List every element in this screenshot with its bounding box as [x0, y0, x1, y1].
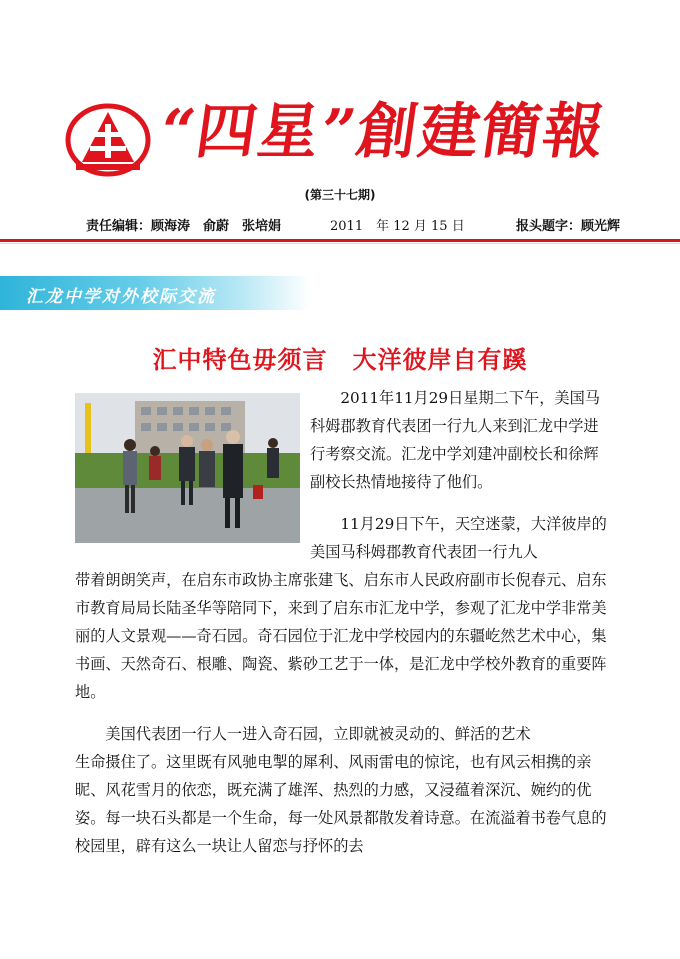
info-bar	[86, 215, 620, 235]
section-tab	[0, 276, 310, 310]
article-paragraph-1: 2011年11月29日星期二下午，美国马科姆郡教育代表团一行九人来到汇龙中学进行考察交流。汇龙中学刘建冲副校长和徐辉副校长热情地接待了他们。	[310, 389, 600, 491]
issue-number: (第三十七期)	[304, 188, 376, 202]
newsletter-logo-icon	[64, 100, 152, 180]
article-paragraph-3: 美国代表团一行人一进入奇石园，立即就被灵动的、鲜活的艺术	[105, 725, 531, 743]
article-photo	[75, 393, 300, 543]
header-divider	[0, 239, 680, 242]
article-paragraph-3-continued: 生命摄住了。这里既有风驰电掣的犀利、风雨雷电的惊诧，也有风云相携的亲昵、风花雪月的依恋，既充满了雄浑、热烈的力感，又浸蕴着深沉、婉约的优姿。每一块石头都是一个生命，每一处风景都散发着诗意。在流溢着书卷气息的校园里，辟有这么一块让人留恋与抒怀的去	[75, 753, 607, 855]
section-label: 汇龙中学对外校际交流	[26, 287, 216, 307]
article-headline: 汇中特色毋须言 大洋彼岸自有蹊	[152, 345, 528, 374]
title-calligraphy-credit: 报头题字：顾光辉	[515, 219, 620, 234]
header-divider-shadow	[0, 243, 680, 244]
masthead-title: “四星”創建簡報	[155, 97, 610, 167]
article-paragraph-2-continued: 带着朗朗笑声，在启东市政协主席张建飞、启东市人民政府副市长倪春元、启东市教育局局长陆圣华等陪同下，来到了启东市汇龙中学，参观了汇龙中学非常美丽的人文景观——奇石园。奇石园位于汇龙中学校园内的东疆屹然艺术中心，集书画、天然奇石、根雕、陶瓷、紫砂工艺于一体，是汇龙中学校外教育的重要阵地。	[75, 571, 607, 701]
article-paragraph-2: 11月29日下午，天空迷蒙，大洋彼岸的美国马科姆郡教育代表团一行九人	[310, 515, 607, 561]
issue-date: 2011 年 12 月 15 日	[330, 219, 465, 234]
editors: 责任编辑：顾海涛 俞蔚 张培娟	[86, 219, 282, 234]
